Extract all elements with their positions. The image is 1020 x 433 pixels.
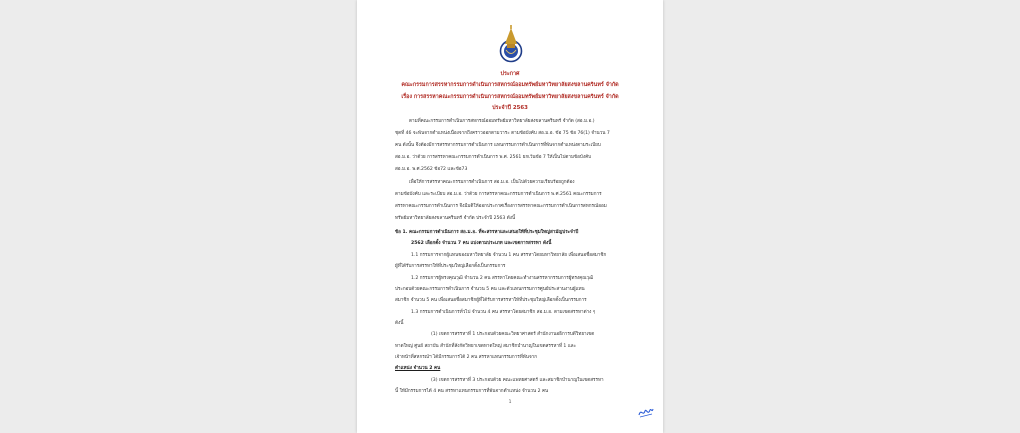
- page-number: 1: [508, 400, 512, 405]
- zone3-line-1: (3) เขตการสรรหาที่ 3 ประกอบด้วย คณะแพทยศาสตร์ และสมาชิกบำนาญในเขตสรรหา: [431, 378, 604, 383]
- item-1-1-line-2: ผู้ที่ได้รับการสรรหาให้ที่ประชุมใหญ่เลือกตั้งเป็นกรรมการ: [395, 264, 506, 269]
- item-1-2-line-3: สมาชิก จำนวน 5 คน เพื่อเสนอชื่อสมาชิกผู้ที่ได้รับการสรรหาให้ที่ประชุมใหญ่เลือกตั้งเป็นกรรมการ: [395, 298, 587, 303]
- para2-line-2: ตามข้อบังคับ และระเบียบ สอ.ม.อ. ว่าด้วย การสรรหาคณะกรรมการดำเนินการ พ.ศ.2561 คณะกรรมการ: [395, 192, 602, 197]
- item-1-3-line-2: ดังนี้: [395, 321, 404, 326]
- university-seal-logo: [497, 24, 525, 64]
- signature-mark: [637, 405, 655, 419]
- zone1-line-4: ตำแหน่ง จำนวน 2 คน: [395, 366, 441, 371]
- title-line-2: เรื่อง การสรรหาคณะกรรมการดำเนินการสหกรณ์ออมทรัพย์มหาวิทยาลัยสงขลานครินทร์ จำกัด: [401, 94, 619, 100]
- zone1-line-2: หาดใหญ่ ศูนย์ สถาบัน สำนักที่สังกัดวิทยาเขตหาดใหญ่ สมาชิกบำนาญในเขตสรรหาที่ 1 และ: [395, 344, 577, 349]
- para1-line-3: คน ดังนั้น จึงต้องมีการสรรหากรรมการดำเนินการ แทนกรรมการดำเนินการที่พ้นจากตำแหน่งตามระเบียบ: [395, 143, 601, 148]
- section1-heading-line-1: ข้อ 1. คณะกรรมการดำเนินการ สอ.ม.อ. ที่จะสรรหาและเสนอให้ที่ประชุมใหญ่สามัญประจำปี: [395, 230, 579, 235]
- title-line-3: ประจำปี 2563: [492, 105, 528, 111]
- para2-line-1: เพื่อให้การสรรหาคณะกรรมการดำเนินการ สอ.ม.อ. เป็นไปด้วยความเรียบร้อยถูกต้อง: [409, 180, 575, 185]
- zone1-line-1: (1) เขตการสรรหาที่ 1 ประกอบด้วยคณะวิทยาศาสตร์ สำนักงานอธิการบดีวิทยาเขต: [431, 332, 595, 337]
- para2-line-3: สรรหาคณะกรรมการดำเนินการ จึงมีมติให้ออกประกาศเรื่องการสรรหาคณะกรรมการดำเนินการสหกรณ์ออม: [395, 204, 607, 209]
- para1-line-1: ตามที่คณะกรรมการดำเนินการสหกรณ์ออมทรัพย์มหาวิทยาลัยสงขลานครินทร์ จำกัด (สอ.ม.อ.): [409, 119, 595, 124]
- zone3-line-2: นี้ ให้มีกรรมการได้ 4 คน สรรหาแทนกรรมการที่พ้นจากตำแหน่ง จำนวน 2 คน: [395, 389, 549, 394]
- item-1-2-line-1: 1.2 กรรมการผู้ทรงคุณวุฒิ จำนวน 2 คน สรรหาโดยคณะทำงานสรรหากรรมการผู้ทรงคุณวุฒิ: [411, 276, 594, 281]
- item-1-2-line-2: ประกอบด้วยคณะกรรมการดำเนินการ จำนวน 5 คน และตัวแทนกรรมการศูนย์ประสานงานผู้แทน: [395, 287, 585, 292]
- item-1-3-line-1: 1.3 กรรมการดำเนินการทั่วไป จำนวน 4 คน สรรหาโดยสมาชิก สอ.ม.อ. ตามเขตสรรหาต่าง ๆ: [411, 310, 596, 315]
- item-1-1-line-1: 1.1 กรรมการจากผู้แทนของมหาวิทยาลัย จำนวน 1 คน สรรหาโดยมหาวิทยาลัย เพื่อเสนอชื่อสมาชิก: [411, 253, 607, 258]
- title-line-1: คณะกรรมการสรรหากรรมการดำเนินการสหกรณ์ออมทรัพย์มหาวิทยาลัยสงขลานครินทร์ จำกัด: [401, 82, 619, 88]
- announcement-heading: ประกาศ: [500, 71, 520, 77]
- zone1-line-3: เจ้าหน้าที่สหกรณ์ฯ ได้มีกรรมการได้ 2 คน สรรหาแทนกรรมการที่พ้นจาก: [395, 355, 538, 360]
- para1-line-2: ชุดที่ 46 จะพ้นจากตำแหน่งเนื่องจากถึงคราวออกตามวาระ ตามข้อบังคับ สอ.ม.อ. ข้อ 75 ข้อ 76(1) จำนวน 7: [395, 131, 610, 136]
- para2-line-4: ทรัพย์มหาวิทยาลัยสงขลานครินทร์ จำกัด ประจำปี 2563 ดังนี้: [395, 216, 516, 221]
- para1-line-4: สอ.ม.อ. ว่าด้วย การสรรหาคณะกรรมการดำเนินการ พ.ศ. 2561 ยกเว้นข้อ 7 ให้เป็นไปตามข้อบังคับ: [395, 155, 592, 160]
- para1-line-5: สอ.ม.อ. พ.ศ.2562 ข้อ72 และข้อ73: [395, 167, 468, 172]
- document-page: [357, 0, 663, 433]
- section1-heading-line-2: 2562 เลือกตั้ง จำนวน 7 คน แบ่งตามประเภท และเขตการสรรหา ดังนี้: [411, 241, 552, 246]
